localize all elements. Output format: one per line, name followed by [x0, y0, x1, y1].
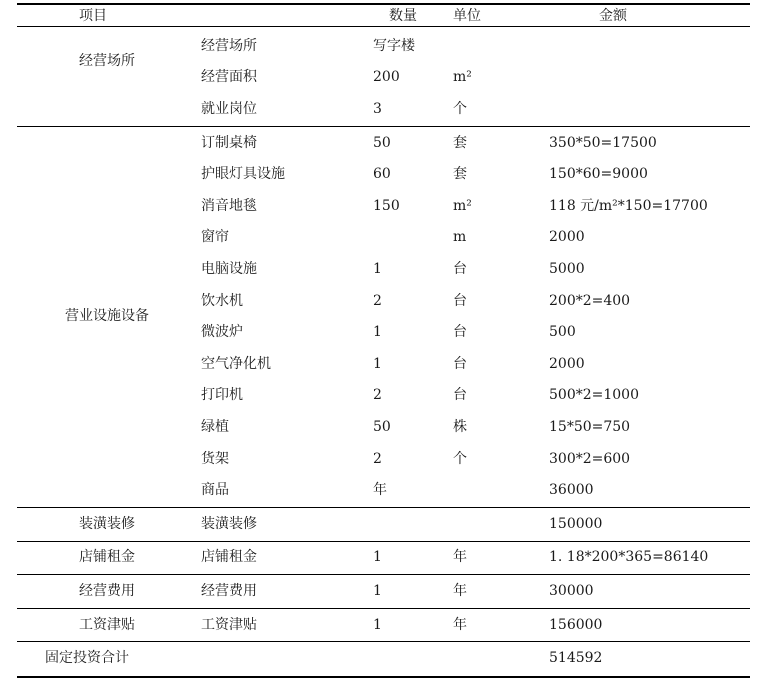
group-rule — [17, 641, 750, 642]
item-name: 商品 — [201, 482, 229, 499]
item-amount: 118 元/m²*150=17700 — [549, 197, 708, 214]
item-unit: 台 — [453, 355, 467, 372]
item-unit: 年 — [453, 616, 467, 633]
item-name: 空气净化机 — [201, 355, 271, 372]
item-qty: 1 — [373, 261, 382, 277]
item-qty: 2 — [373, 292, 382, 309]
item-amount: 150000 — [549, 515, 603, 532]
item-qty: 2 — [373, 387, 382, 404]
item-qty: 1 — [373, 616, 382, 633]
item-qty: 2 — [373, 450, 382, 467]
item-name: 就业岗位 — [201, 101, 257, 117]
item-amount: 30000 — [549, 583, 594, 599]
item-amount: 2000 — [549, 229, 585, 246]
item-unit: 台 — [453, 387, 467, 404]
header-unit: 单位 — [453, 8, 481, 24]
item-qty: 150 — [373, 197, 400, 214]
group-label: 装潢装修 — [79, 515, 135, 532]
item-name: 饮水机 — [201, 292, 243, 309]
group-label: 经营场所 — [79, 52, 135, 69]
item-unit: m — [453, 229, 467, 246]
item-amount: 150*60=9000 — [549, 166, 648, 183]
item-name: 经营场所 — [201, 37, 257, 54]
item-name: 窗帘 — [201, 229, 229, 246]
group-rule — [17, 126, 750, 127]
item-name: 打印机 — [201, 387, 243, 404]
item-unit: m² — [453, 69, 472, 86]
item-amount: 5000 — [549, 261, 585, 277]
item-name: 绿植 — [201, 419, 229, 435]
item-amount: 15*50=750 — [549, 419, 631, 435]
header-qty: 数量 — [389, 8, 417, 24]
header-amount: 金额 — [599, 8, 627, 24]
item-qty: 50 — [373, 419, 391, 435]
item-name: 工资津贴 — [201, 616, 257, 633]
item-name: 护眼灯具设施 — [201, 166, 285, 183]
total-amount: 514592 — [549, 650, 603, 667]
item-amount: 500 — [549, 324, 576, 341]
group-rule — [17, 507, 750, 508]
item-qty: 1 — [373, 583, 382, 599]
item-qty: 60 — [373, 166, 391, 183]
header-item: 项目 — [79, 8, 107, 24]
item-unit: 年 — [453, 549, 467, 566]
item-name: 货架 — [201, 450, 229, 467]
total-label: 固定投资合计 — [45, 650, 129, 667]
header-rule — [17, 26, 750, 27]
item-unit: m² — [453, 197, 472, 214]
item-name: 消音地毯 — [201, 197, 257, 214]
item-unit: 株 — [453, 419, 467, 435]
item-name: 订制桌椅 — [201, 134, 257, 151]
item-unit: 年 — [453, 583, 467, 599]
item-qty: 1 — [373, 355, 382, 372]
item-unit: 台 — [453, 261, 467, 277]
group-label: 经营费用 — [79, 583, 135, 599]
item-amount: 156000 — [549, 616, 603, 633]
item-name: 微波炉 — [201, 324, 243, 341]
item-amount: 500*2=1000 — [549, 387, 639, 404]
item-unit: 个 — [453, 450, 467, 467]
item-qty: 50 — [373, 134, 391, 151]
item-amount: 36000 — [549, 482, 594, 499]
group-label: 营业设施设备 — [65, 308, 149, 325]
item-unit: 个 — [453, 101, 467, 117]
item-qty: 1 — [373, 549, 382, 566]
item-name: 装潢装修 — [201, 515, 257, 532]
item-amount: 200*2=400 — [549, 292, 631, 309]
item-qty: 年 — [373, 482, 387, 499]
group-rule — [17, 574, 750, 575]
item-unit: 套 — [453, 134, 467, 151]
item-qty: 3 — [373, 101, 382, 117]
item-amount: 2000 — [549, 355, 585, 372]
item-name: 电脑设施 — [201, 261, 257, 277]
item-unit: 套 — [453, 166, 467, 183]
item-amount: 1. 18*200*365=86140 — [549, 549, 709, 566]
item-qty: 200 — [373, 69, 400, 86]
group-rule — [17, 608, 750, 609]
group-label: 店铺租金 — [79, 549, 135, 566]
item-name: 经营面积 — [201, 69, 257, 86]
item-qty: 1 — [373, 324, 382, 341]
item-amount: 300*2=600 — [549, 450, 631, 467]
group-label: 工资津贴 — [79, 616, 135, 633]
item-amount: 350*50=17500 — [549, 134, 657, 151]
item-unit: 台 — [453, 292, 467, 309]
item-name: 店铺租金 — [201, 549, 257, 566]
item-qty: 写字楼 — [373, 37, 415, 54]
group-rule — [17, 541, 750, 542]
top-rule — [17, 3, 750, 5]
item-name: 经营费用 — [201, 583, 257, 599]
item-unit: 台 — [453, 324, 467, 341]
